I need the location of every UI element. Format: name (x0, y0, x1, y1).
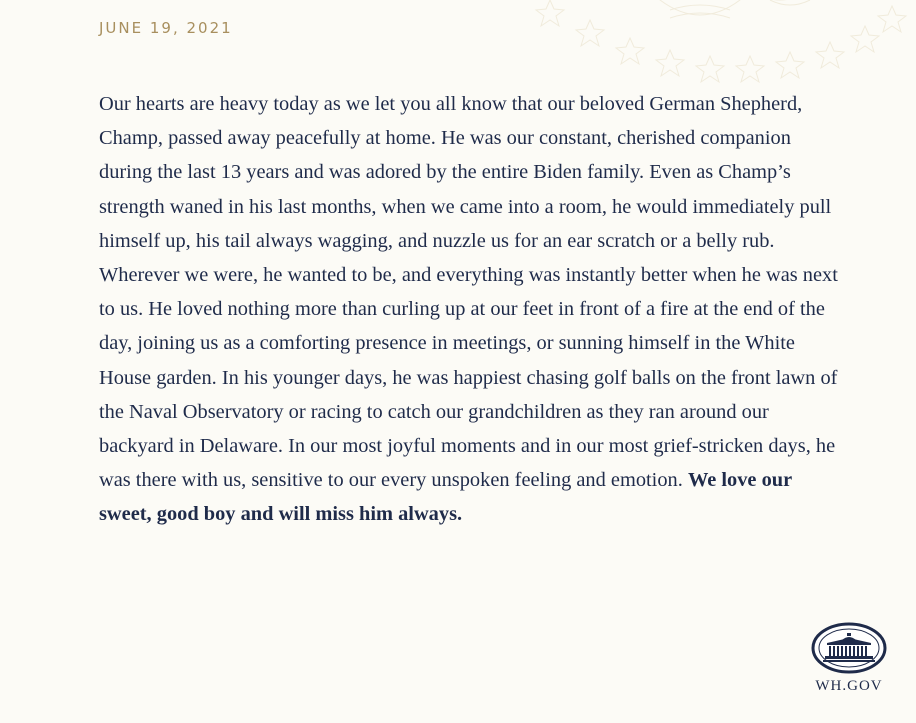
white-house-icon (811, 621, 887, 675)
seal-stars-icon (520, 0, 916, 100)
statement-date: JUNE 19, 2021 (99, 19, 233, 37)
statement-body: Our hearts are heavy today as we let you all know that our beloved German Shepherd, Champ, passed away peacefully at home. He was our constant, cherished companion during the last 13 years and was adored by the entire Biden family. Even as Champ’s strength waned in his last months, when we came into a room, he would immediately pull himself up, his tail always wagging, and nuzzle us for an ear scratch or a belly rub. Wherever we were, he wanted to be, and everything was instantly better when he was next to us. He loved nothing more than curling up at our feet in front of a fire at the end of the day, joining us as a comforting presence in meetings, or sunning himself in the White House garden. In his younger days, he was happiest chasing golf balls on the front lawn of the Naval Observatory or racing to catch our grandchildren as they ran around our backyard in Delaware. In our most joyful moments and in our most grief-stricken days, he was there with us, sensitive to our every unspoken feeling and emotion. (99, 93, 838, 492)
wh-gov-logo (808, 621, 890, 697)
statement-closing: We love our sweet, good boy and will miss him always. (99, 469, 792, 526)
logo-text: WH.GOV (815, 678, 883, 694)
statement-text (99, 87, 844, 532)
